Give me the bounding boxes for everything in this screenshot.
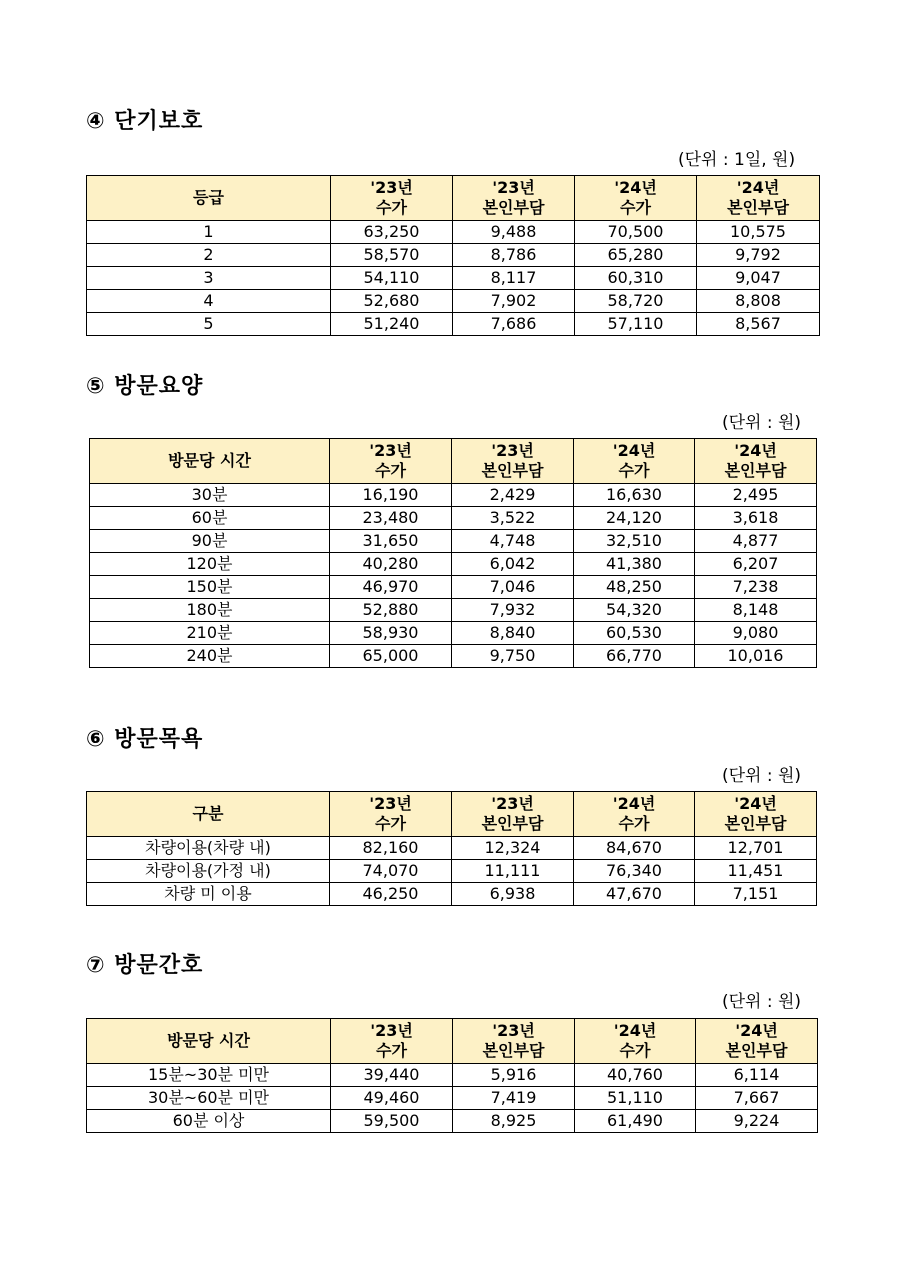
- table-row: [90, 507, 817, 530]
- fee-cell: 39,440: [331, 1064, 453, 1087]
- fee-cell: 11,111: [452, 860, 574, 883]
- fee-cell: 6,114: [696, 1064, 818, 1087]
- fee-cell: 76,340: [574, 860, 695, 883]
- fee-cell: 52,680: [331, 290, 453, 313]
- fee-cell: 9,792: [697, 244, 820, 267]
- fee-cell: 70,500: [575, 221, 697, 244]
- table-row: [87, 1110, 818, 1133]
- fee-cell: 51,240: [331, 313, 453, 336]
- fee-cell: 65,280: [575, 244, 697, 267]
- header-type: 수가: [618, 461, 650, 480]
- header-year: '24년: [613, 1021, 657, 1040]
- header-col: [330, 439, 452, 484]
- header-col: [574, 439, 695, 484]
- table-row: [90, 530, 817, 553]
- fee-cell: 6,938: [452, 883, 574, 906]
- fee-cell: 11,451: [695, 860, 817, 883]
- header-type: 수가: [376, 1041, 407, 1060]
- fee-cell: 3,618: [695, 507, 817, 530]
- header-year: '23년: [492, 1021, 535, 1040]
- fee-cell: 61,490: [575, 1110, 696, 1133]
- header-col: [574, 792, 695, 837]
- header-col: [453, 1019, 575, 1064]
- fee-cell: 63,250: [331, 221, 453, 244]
- table-row: [87, 837, 817, 860]
- fee-cell: 46,250: [330, 883, 452, 906]
- row-label-cell: 120분: [90, 553, 330, 576]
- unit-label: (단위 : 원): [722, 413, 802, 433]
- section-title: ⑤ 방문요양: [86, 374, 204, 399]
- fee-cell: 48,250: [574, 576, 695, 599]
- fee-cell: 8,925: [453, 1110, 575, 1133]
- header-col: [575, 176, 697, 221]
- fee-cell: 9,047: [697, 267, 820, 290]
- header-year: '24년: [734, 794, 777, 813]
- section-title: ④ 단기보호: [86, 109, 204, 134]
- header-type: 수가: [375, 461, 406, 480]
- row-label-cell: 3: [87, 267, 331, 290]
- row-label-cell: 60분: [90, 507, 330, 530]
- fee-cell: 24,120: [574, 507, 695, 530]
- header-first-col: 방문당 시간: [87, 1019, 331, 1064]
- table-row: [90, 553, 817, 576]
- fee-cell: 4,748: [452, 530, 574, 553]
- table-row: [87, 221, 820, 244]
- header-year: '24년: [612, 794, 656, 813]
- fee-cell: 60,530: [574, 622, 695, 645]
- row-label-cell: 2: [87, 244, 331, 267]
- header-type: 수가: [376, 198, 407, 217]
- fee-table: [86, 791, 817, 906]
- fee-cell: 31,650: [330, 530, 452, 553]
- header-col: [331, 176, 453, 221]
- table-row: [87, 1064, 818, 1087]
- fee-cell: 8,567: [697, 313, 820, 336]
- header-year: '23년: [370, 1021, 413, 1040]
- fee-cell: 74,070: [330, 860, 452, 883]
- header-type: 본인부담: [481, 461, 544, 480]
- fee-cell: 54,110: [331, 267, 453, 290]
- header-type: 수가: [620, 198, 651, 217]
- table-row: [90, 599, 817, 622]
- fee-cell: 47,670: [574, 883, 695, 906]
- fee-cell: 10,575: [697, 221, 820, 244]
- fee-cell: 10,016: [695, 645, 817, 668]
- fee-cell: 16,630: [574, 484, 695, 507]
- fee-cell: 9,080: [695, 622, 817, 645]
- fee-cell: 40,760: [575, 1064, 696, 1087]
- fee-cell: 52,880: [330, 599, 452, 622]
- row-label-cell: 150분: [90, 576, 330, 599]
- row-label-cell: 15분~30분 미만: [87, 1064, 331, 1087]
- header-year: '24년: [612, 441, 656, 460]
- fee-cell: 3,522: [452, 507, 574, 530]
- header-first-col: 등급: [87, 176, 331, 221]
- fee-cell: 7,151: [695, 883, 817, 906]
- fee-cell: 57,110: [575, 313, 697, 336]
- header-col: [331, 1019, 453, 1064]
- fee-cell: 7,902: [453, 290, 575, 313]
- header-first-col: 구분: [87, 792, 330, 837]
- fee-cell: 12,324: [452, 837, 574, 860]
- fee-cell: 58,570: [331, 244, 453, 267]
- header-type: 수가: [618, 814, 650, 833]
- table-row: [90, 484, 817, 507]
- row-label-cell: 30분~60분 미만: [87, 1087, 331, 1110]
- table-row: [90, 576, 817, 599]
- header-year: '24년: [614, 178, 657, 197]
- row-label-cell: 5: [87, 313, 331, 336]
- fee-cell: 7,667: [696, 1087, 818, 1110]
- table-row: [87, 1087, 818, 1110]
- row-label-cell: 30분: [90, 484, 330, 507]
- table-row: [87, 290, 820, 313]
- header-col: [330, 792, 452, 837]
- fee-cell: 4,877: [695, 530, 817, 553]
- header-col: [453, 176, 575, 221]
- header-row: [87, 792, 817, 837]
- unit-label: (단위 : 원): [722, 766, 802, 786]
- fee-cell: 7,932: [452, 599, 574, 622]
- fee-cell: 23,480: [330, 507, 452, 530]
- fee-cell: 9,488: [453, 221, 575, 244]
- header-type: 본인부담: [725, 1041, 788, 1060]
- header-type: 본인부담: [724, 814, 787, 833]
- row-label-cell: 180분: [90, 599, 330, 622]
- fee-cell: 58,720: [575, 290, 697, 313]
- fee-cell: 9,224: [696, 1110, 818, 1133]
- header-type: 본인부담: [481, 814, 544, 833]
- row-label-cell: 60분 이상: [87, 1110, 331, 1133]
- fee-cell: 7,046: [452, 576, 574, 599]
- table-row: [90, 645, 817, 668]
- header-year: '23년: [491, 441, 534, 460]
- fee-cell: 82,160: [330, 837, 452, 860]
- fee-table: [86, 1018, 818, 1133]
- header-type: 본인부담: [482, 1041, 545, 1060]
- fee-cell: 8,840: [452, 622, 574, 645]
- header-type: 수가: [619, 1041, 651, 1060]
- header-col: [695, 439, 817, 484]
- fee-cell: 8,808: [697, 290, 820, 313]
- header-type: 본인부담: [727, 198, 789, 217]
- header-col: [696, 1019, 818, 1064]
- header-year: '24년: [734, 441, 777, 460]
- fee-cell: 59,500: [331, 1110, 453, 1133]
- table-row: [87, 313, 820, 336]
- fee-cell: 5,916: [453, 1064, 575, 1087]
- header-year: '24년: [735, 1021, 778, 1040]
- fee-cell: 58,930: [330, 622, 452, 645]
- header-row: [90, 439, 817, 484]
- header-col: [452, 439, 574, 484]
- fee-table: [89, 438, 817, 668]
- table-row: [87, 883, 817, 906]
- header-col: [575, 1019, 696, 1064]
- fee-table: [86, 175, 820, 336]
- row-label-cell: 차량이용(차량 내): [87, 837, 330, 860]
- fee-cell: 65,000: [330, 645, 452, 668]
- header-col: [452, 792, 574, 837]
- header-year: '23년: [492, 178, 535, 197]
- fee-cell: 40,280: [330, 553, 452, 576]
- table-row: [87, 244, 820, 267]
- header-type: 수가: [375, 814, 406, 833]
- fee-cell: 2,429: [452, 484, 574, 507]
- header-col: [697, 176, 820, 221]
- fee-cell: 49,460: [331, 1087, 453, 1110]
- header-row: [87, 1019, 818, 1064]
- fee-cell: 7,238: [695, 576, 817, 599]
- section-title: ⑥ 방문목욕: [86, 727, 204, 752]
- header-row: [87, 176, 820, 221]
- header-col: [695, 792, 817, 837]
- fee-cell: 7,686: [453, 313, 575, 336]
- fee-cell: 7,419: [453, 1087, 575, 1110]
- header-year: '23년: [370, 178, 413, 197]
- row-label-cell: 210분: [90, 622, 330, 645]
- fee-cell: 41,380: [574, 553, 695, 576]
- row-label-cell: 240분: [90, 645, 330, 668]
- header-type: 본인부담: [482, 198, 545, 217]
- fee-cell: 66,770: [574, 645, 695, 668]
- row-label-cell: 1: [87, 221, 331, 244]
- fee-cell: 8,117: [453, 267, 575, 290]
- fee-cell: 6,042: [452, 553, 574, 576]
- table-row: [87, 267, 820, 290]
- header-type: 본인부담: [724, 461, 787, 480]
- unit-label: (단위 : 1일, 원): [678, 150, 796, 170]
- header-year: '23년: [369, 441, 412, 460]
- fee-cell: 12,701: [695, 837, 817, 860]
- fee-cell: 60,310: [575, 267, 697, 290]
- header-year: '23년: [491, 794, 534, 813]
- fee-cell: 8,786: [453, 244, 575, 267]
- row-label-cell: 차량이용(가정 내): [87, 860, 330, 883]
- fee-cell: 46,970: [330, 576, 452, 599]
- row-label-cell: 차량 미 이용: [87, 883, 330, 906]
- table-row: [87, 860, 817, 883]
- header-first-col: 방문당 시간: [90, 439, 330, 484]
- fee-cell: 6,207: [695, 553, 817, 576]
- fee-cell: 8,148: [695, 599, 817, 622]
- fee-cell: 32,510: [574, 530, 695, 553]
- unit-label: (단위 : 원): [722, 992, 802, 1012]
- fee-cell: 16,190: [330, 484, 452, 507]
- table-row: [90, 622, 817, 645]
- header-year: '24년: [736, 178, 780, 197]
- fee-cell: 9,750: [452, 645, 574, 668]
- fee-cell: 51,110: [575, 1087, 696, 1110]
- row-label-cell: 4: [87, 290, 331, 313]
- header-year: '23년: [369, 794, 412, 813]
- fee-cell: 84,670: [574, 837, 695, 860]
- fee-cell: 54,320: [574, 599, 695, 622]
- row-label-cell: 90분: [90, 530, 330, 553]
- section-title: ⑦ 방문간호: [86, 953, 204, 978]
- fee-cell: 2,495: [695, 484, 817, 507]
